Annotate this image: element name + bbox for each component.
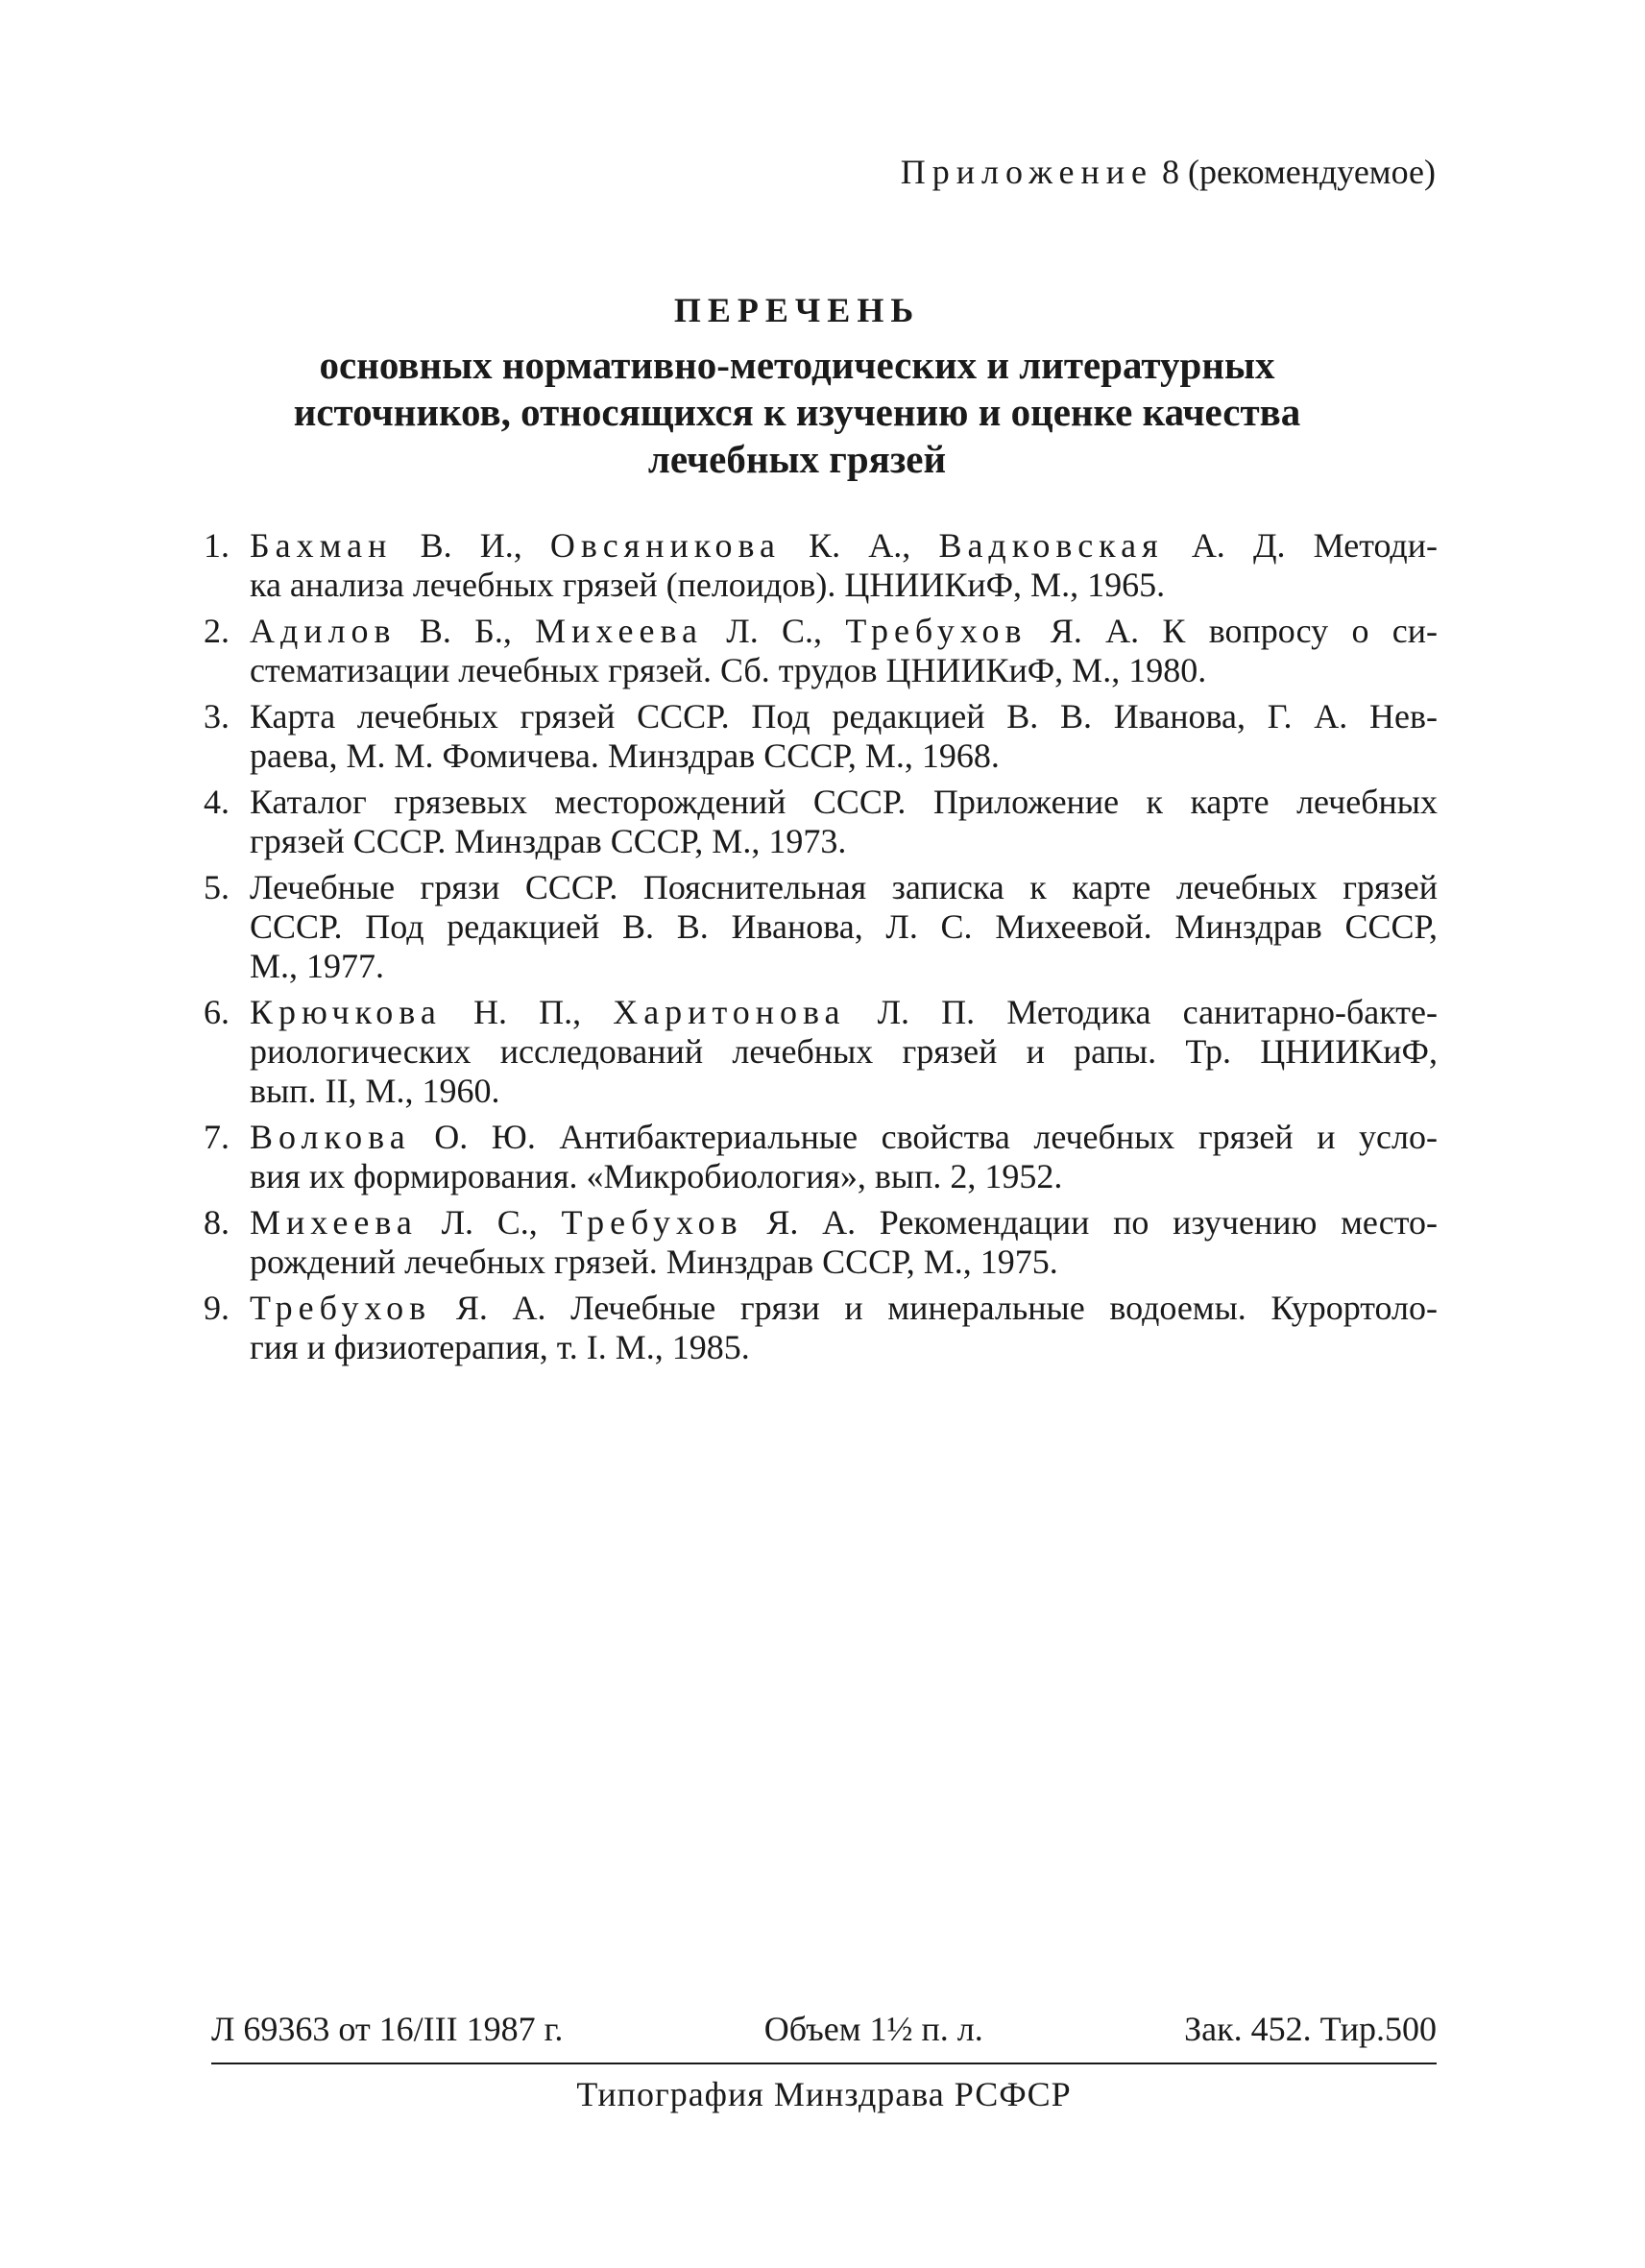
reference-item [204,1203,1438,1282]
reference-list [204,526,1438,1374]
reference-line [250,651,1438,690]
reference-text: А. Д. Методи- [1163,526,1438,565]
reference-number: 9. [204,1289,230,1327]
reference-text: Я. А. Лечебные грязи и минеральные водоемы. Курортоло- [431,1289,1438,1327]
title-subtitle: основных нормативно-методических и литературных источников, относящихся к изучению и оценке качества лечебных грязей [293,343,1301,481]
author-surname: Крючкова [250,993,442,1031]
reference-number: 2. [204,612,230,650]
reference-line [250,697,1438,736]
reference-text: Я. А. Рекомендации по изучению место- [742,1203,1438,1242]
reference-line [250,566,1438,605]
reference-line [250,947,1438,986]
author-surname: Овсяникова [549,526,781,565]
reference-text: Каталог грязевых месторождений СССР. Приложение к карте лечебных [250,783,1438,821]
author-surname: Адилов [250,612,397,650]
reference-text: В. И., [392,526,550,565]
reference-item [204,1289,1438,1367]
reference-text: вып. II, М., 1960. [250,1072,500,1110]
reference-text: стематизации лечебных грязей. Сб. трудов ЦНИИКиФ, М., 1980. [250,651,1207,689]
reference-line [250,1243,1438,1282]
imprint-footer [211,2009,1437,2114]
reference-number: 3. [204,697,230,736]
title-main: ПЕРЕЧЕНЬ [673,291,921,329]
reference-line [250,868,1438,907]
reference-text: Л. С., [702,612,846,650]
reference-text: К. А., [780,526,939,565]
license-number: Л 69363 от 16/III 1987 г. [211,2010,564,2048]
reference-item [204,783,1438,861]
author-surname: Требухов [561,1203,743,1242]
reference-line [250,1328,1438,1367]
reference-text: Карта лечебных грязей СССР. Под редакцией В. В. Иванова, Г. А. Нев- [250,697,1438,736]
reference-text: грязей СССР. Минздрав СССР, М., 1973. [250,822,847,860]
reference-text: Л. С., [417,1203,562,1242]
reference-text: гия и физиотерапия, т. I. М., 1985. [250,1328,750,1366]
reference-text: Л. П. Методика санитарно-бакте- [845,993,1438,1031]
order-run: Зак. 452. Тир.500 [1184,2010,1437,2048]
reference-line [250,822,1438,861]
document-title [192,290,1402,483]
reference-line [250,1203,1438,1243]
reference-text: вия их формирования. «Микробиология», вып. 2, 1952. [250,1157,1063,1195]
reference-number: 8. [204,1203,230,1242]
reference-line [250,526,1438,566]
reference-item [204,697,1438,776]
reference-line [250,1157,1438,1196]
author-surname: Требухов [845,612,1028,650]
reference-line [250,993,1438,1032]
reference-line [250,1032,1438,1072]
author-surname: Вадковская [938,526,1164,565]
print-volume: Объем 1½ п. л. [763,2010,983,2048]
reference-line [250,736,1438,776]
author-surname: Михеева [250,1203,418,1242]
reference-text: Лечебные грязи СССР. Пояснительная записка к карте лечебных грязей [250,868,1438,906]
author-surname: Михеева [535,612,703,650]
reference-text: раева, М. М. Фомичева. Минздрав СССР, М., 1968. [250,736,1000,775]
reference-number: 6. [204,993,230,1031]
reference-text: ка анализа лечебных грязей (пелоидов). ЦНИИКиФ, М., 1965. [250,566,1166,604]
reference-line [250,783,1438,822]
author-surname: Харитонова [613,993,846,1031]
reference-line [250,907,1438,947]
reference-line [250,612,1438,651]
reference-text: Н. П., [441,993,614,1031]
author-surname: Требухов [250,1289,432,1327]
reference-text: риологических исследований лечебных грязей и рапы. Тр. ЦНИИКиФ, [250,1032,1438,1071]
appendix-prefix: Приложение [900,153,1154,191]
reference-number: 1. [204,526,230,565]
reference-line [250,1118,1438,1157]
reference-item [204,1118,1438,1196]
reference-text: О. Ю. Антибактериальные свойства лечебных грязей и усло- [410,1118,1438,1156]
author-surname: Бахман [250,526,393,565]
reference-item [204,612,1438,690]
appendix-label [901,152,1436,192]
reference-line [250,1289,1438,1328]
reference-item [204,526,1438,605]
printer-name: Типография Минздрава РСФСР [576,2075,1072,2113]
appendix-suffix: 8 (рекомендуемое) [1153,153,1436,191]
reference-number: 7. [204,1118,230,1156]
imprint-row [211,2009,1437,2064]
reference-line [250,1072,1438,1111]
reference-text: В. Б., [396,612,536,650]
reference-item [204,868,1438,986]
reference-text: Я. А. К вопросу о си- [1027,612,1438,650]
author-surname: Волкова [250,1118,411,1156]
reference-text: М., 1977. [250,947,385,985]
reference-number: 4. [204,783,230,821]
reference-number: 5. [204,868,230,906]
reference-item [204,993,1438,1111]
reference-text: СССР. Под редакцией В. В. Иванова, Л. С. Михеевой. Минздрав СССР, [250,907,1438,946]
reference-text: рождений лечебных грязей. Минздрав СССР, М., 1975. [250,1243,1058,1281]
